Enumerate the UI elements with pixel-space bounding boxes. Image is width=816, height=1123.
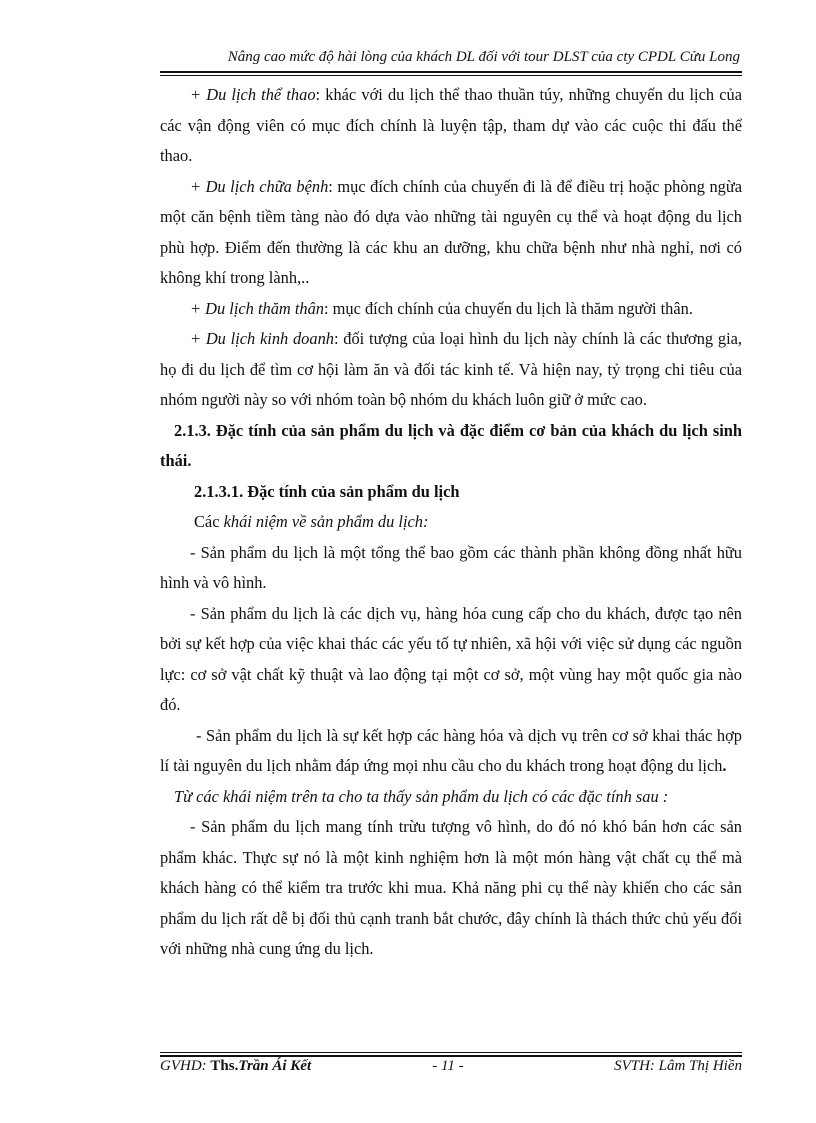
concept-1: - Sản phẩm du lịch là một tổng thể bao gồm các thành phần không đồng nhất hữu hình và vô hình. xyxy=(160,542,742,592)
header-rule-thick xyxy=(160,71,742,73)
concept-3 xyxy=(160,721,742,782)
concepts-intro xyxy=(160,507,742,538)
text-health-tourism: : mục đích chính của chuyến đi là để điều trị hoặc phòng ngừa một căn bệnh tiềm tàng nào đó dựa vào những tài nguyên cụ thể và hoạt động du lịch phù hợp. Điểm đến thường là các khu an dưỡng, khu chữa bệnh như nhà nghỉ, nơi có không khí trong lành,.. xyxy=(160,176,742,287)
term-health-tourism: + Du lịch chữa bệnh xyxy=(190,176,329,196)
footer-student: SVTH: Lâm Thị Hiền xyxy=(614,1058,742,1074)
footer-gvhd-title: Ths. xyxy=(210,1058,239,1074)
property-1: - Sản phẩm du lịch mang tính trừu tượng vô hình, do đó nó khó bán hơn các sản phẩm khác. Thực sự nó là một kinh nghiệm hơn là một món hàng vật chất cụ thể mà khách hàng có thể kiểm tra trước khi mua. Khả năng phi cụ thể này khiến cho các sản phẩm du lịch rất dễ bị đối thủ cạnh tranh bắt chước, đây chính là thách thức chủ yếu đối với những nhà cung ứng du lịch. xyxy=(160,817,742,958)
concepts-intro-italic: khái niệm về sản phẩm du lịch: xyxy=(223,512,429,531)
paragraph-health-tourism xyxy=(160,172,742,294)
concepts-intro-prefix: Các xyxy=(194,512,224,531)
text-sports-tourism: : khác với du lịch thể thao thuần túy, những chuyến du lịch của các vận động viên có mục đích chính là luyện tập, tham dự vào các cuộc thi đấu thể thao. xyxy=(160,85,742,165)
footer-rule-thin xyxy=(160,1052,742,1053)
footer-gvhd-name: Trần Ái Kết xyxy=(238,1058,312,1074)
concept-2: - Sản phẩm du lịch là các dịch vụ, hàng hóa cung cấp cho du khách, được tạo nên bởi sự kết hợp của việc khai thác các yếu tố tự nhiên, xã hội với việc sử dụng các nguồn lực: cơ sở vật chất kỹ thuật và lao động tại một cơ sở, một vùng hay một quốc gia nào đó. xyxy=(160,603,742,714)
header-rule-thin xyxy=(160,75,742,76)
text-business-tourism: : đối tượng của loại hình du lịch này chính là các thương gia, họ đi du lịch để tìm cơ hội làm ăn và đối tác kinh tế. Và hiện nay, tỷ trọng chi tiêu của nhóm người này so với nhóm toàn bộ nhóm du khách luôn giữ ở mức cao. xyxy=(160,329,742,409)
text-family-visit-tourism: : mục đích chính của chuyến du lịch là thăm người thân. xyxy=(323,298,693,318)
concept-3-end: . xyxy=(722,756,727,775)
term-family-visit-tourism: + Du lịch thăm thân xyxy=(190,298,324,318)
section-heading-2-1-3: 2.1.3. Đặc tính của sản phẩm du lịch và đặc điểm cơ bản của khách du lịch sinh thái. xyxy=(160,420,742,470)
term-sports-tourism: + Du lịch thể thao xyxy=(190,85,316,104)
footer-rule-thick xyxy=(160,1055,742,1057)
term-business-tourism: + Du lịch kinh doanh xyxy=(190,329,334,348)
footer-supervisor xyxy=(160,1058,311,1075)
running-header: Nâng cao mức độ hài lòng của khách DL đối với tour DLST của cty CPDL Cửu Long xyxy=(227,49,740,65)
concept-3-text: - Sản phẩm du lịch là sự kết hợp các hàng hóa và dịch vụ trên cơ sở khai thác hợp lí tài nguyên du lịch nhằm đáp ứng mọi nhu cầu cho du khách trong hoạt động du lịch xyxy=(160,725,742,775)
properties-intro: Từ các khái niệm trên ta cho ta thấy sản phẩm du lịch có các đặc tính sau : xyxy=(174,786,669,806)
paragraph-business-tourism xyxy=(160,324,742,416)
subsection-heading-2-1-3-1: 2.1.3.1. Đặc tính của sản phẩm du lịch xyxy=(194,481,460,501)
page-number: - 11 - xyxy=(432,1058,464,1074)
paragraph-family-visit-tourism xyxy=(160,294,742,325)
page-body xyxy=(160,80,742,965)
footer-gvhd-label: GVHD: xyxy=(160,1058,211,1074)
paragraph-sports-tourism xyxy=(160,80,742,172)
